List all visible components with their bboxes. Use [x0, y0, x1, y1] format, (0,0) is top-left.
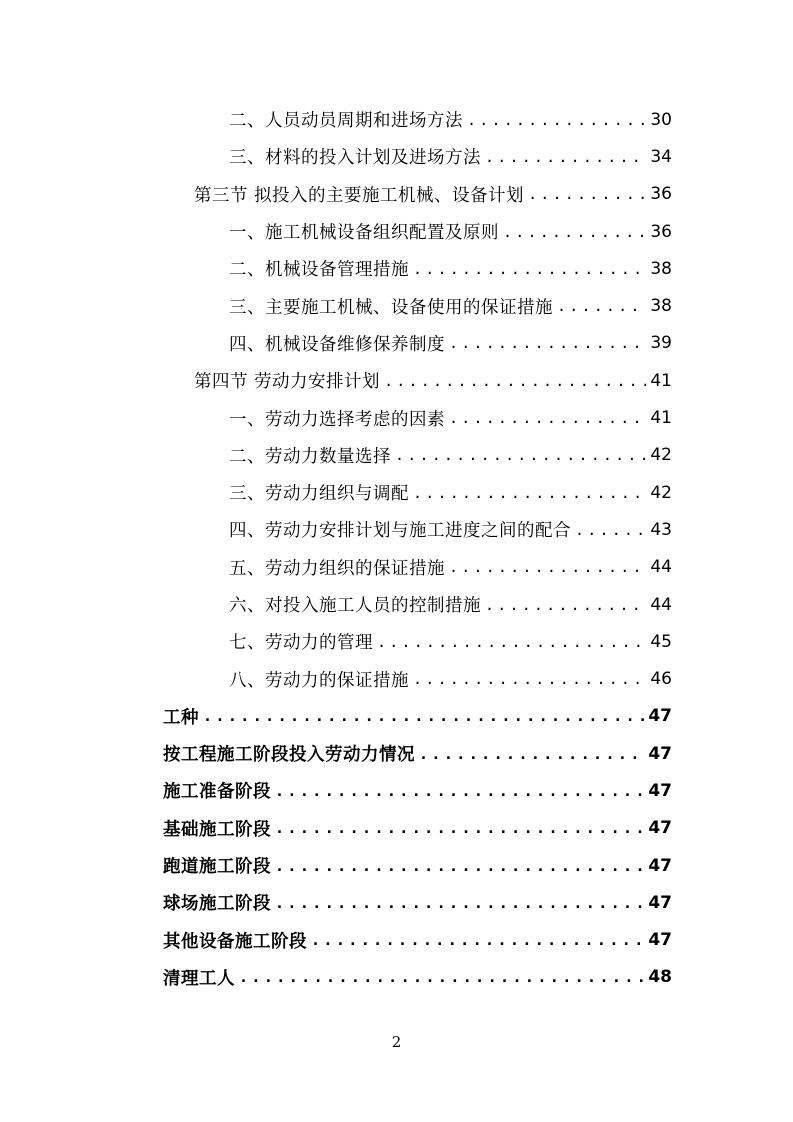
toc-entry[interactable]	[0, 287, 793, 324]
toc-dot-leader	[575, 521, 646, 539]
toc-entry[interactable]	[0, 847, 793, 884]
toc-entry[interactable]	[0, 623, 793, 660]
toc-entry-page: 47	[648, 818, 672, 839]
toc-entry[interactable]	[0, 511, 793, 548]
toc-entry[interactable]	[0, 660, 793, 697]
toc-dot-leader	[311, 931, 644, 949]
toc-entry-page: 47	[648, 892, 672, 913]
toc-entry[interactable]	[0, 884, 793, 921]
toc-entry-page: 47	[648, 855, 672, 876]
toc-dot-leader	[449, 409, 646, 427]
toc-entry[interactable]	[0, 735, 793, 772]
toc-entry-page: 38	[650, 258, 672, 279]
toc-entry[interactable]	[0, 772, 793, 809]
toc-entry-page: 41	[650, 370, 672, 391]
toc-entry[interactable]	[0, 399, 793, 436]
toc-entry-page: 42	[650, 445, 672, 466]
toc-entry-page: 36	[650, 221, 672, 242]
toc-entry[interactable]	[0, 437, 793, 474]
toc-entry[interactable]	[0, 250, 793, 287]
toc-entry-title: 六、对投入施工人员的控制措施	[229, 596, 481, 616]
toc-entry-page: 36	[650, 184, 672, 205]
toc-dot-leader	[275, 782, 644, 800]
toc-entry-page: 47	[648, 780, 672, 801]
toc-entry-page: 41	[650, 408, 672, 429]
toc-entry-page: 39	[650, 333, 672, 354]
toc-dot-leader	[413, 260, 646, 278]
toc-dot-leader	[467, 111, 646, 129]
toc-entry-title: 施工准备阶段	[163, 782, 271, 803]
toc-entry-title: 五、劳动力组织的保证措施	[229, 558, 445, 579]
toc-entry-title: 其他设备施工阶段	[163, 931, 307, 952]
toc-entry-title: 四、机械设备维修保养制度	[229, 334, 445, 355]
toc-entry[interactable]	[0, 176, 793, 213]
toc-entry-title: 一、劳动力选择考虑的因素	[229, 409, 445, 430]
toc-dot-leader	[413, 484, 646, 502]
toc-dot-leader	[384, 372, 646, 390]
toc-dot-leader	[419, 745, 644, 763]
toc-dot-leader	[449, 558, 646, 576]
toc-entry-page: 47	[648, 706, 672, 727]
toc-entry-title: 三、主要施工机械、设备使用的保证措施	[229, 297, 553, 318]
toc-dot-leader	[203, 707, 644, 725]
toc-entry[interactable]	[0, 922, 793, 959]
toc-entry-title: 三、劳动力组织与调配	[229, 484, 409, 505]
toc-entry-title: 工种	[163, 707, 199, 728]
toc-dot-leader	[557, 297, 646, 315]
toc-entry-title: 二、劳动力数量选择	[229, 446, 391, 467]
toc-entry-page: 30	[650, 109, 672, 130]
toc-entry-page: 46	[650, 669, 672, 690]
toc-dot-leader	[449, 334, 646, 352]
toc-entry[interactable]	[0, 474, 793, 511]
toc-dot-leader	[377, 633, 646, 651]
toc-entry-title: 四、劳动力安排计划与施工进度之间的配合	[229, 521, 571, 542]
toc-entry-title: 清理工人	[163, 968, 235, 989]
table-of-contents	[0, 101, 793, 996]
toc-entry-page: 48	[648, 967, 672, 988]
toc-entry-page: 42	[650, 482, 672, 503]
toc-entry-page: 38	[650, 296, 672, 317]
toc-entry-page: 34	[650, 146, 672, 167]
toc-entry-title: 球场施工阶段	[163, 894, 271, 915]
toc-entry[interactable]	[0, 362, 793, 399]
toc-entry[interactable]	[0, 213, 793, 250]
toc-dot-leader	[503, 223, 646, 241]
toc-dot-leader	[239, 968, 644, 986]
toc-dot-leader	[275, 819, 644, 837]
toc-dot-leader	[413, 670, 646, 688]
toc-entry-page: 47	[648, 743, 672, 764]
toc-entry[interactable]	[0, 959, 793, 996]
toc-entry[interactable]	[0, 138, 793, 175]
toc-entry-title: 七、劳动力的管理	[229, 633, 373, 654]
toc-entry[interactable]	[0, 698, 793, 735]
page-number: 2	[391, 1033, 402, 1051]
toc-entry[interactable]	[0, 549, 793, 586]
toc-dot-leader	[395, 446, 646, 464]
toc-entry-page: 44	[650, 557, 672, 578]
toc-entry[interactable]	[0, 586, 793, 623]
toc-entry-title: 按工程施工阶段投入劳动力情况	[163, 745, 415, 766]
toc-entry-page: 44	[650, 594, 672, 615]
toc-dot-leader	[528, 185, 646, 203]
toc-entry-page: 43	[650, 519, 672, 540]
toc-dot-leader	[275, 857, 644, 875]
toc-entry-title: 二、人员动员周期和进场方法	[229, 111, 463, 132]
toc-entry-title: 二、机械设备管理措施	[229, 260, 409, 281]
toc-entry-title: 一、施工机械设备组织配置及原则	[229, 223, 499, 244]
toc-entry[interactable]	[0, 325, 793, 362]
toc-dot-leader	[485, 596, 646, 614]
toc-dot-leader	[275, 894, 644, 912]
toc-dot-leader	[485, 148, 646, 166]
toc-entry-page: 47	[648, 930, 672, 951]
toc-entry[interactable]	[0, 101, 793, 138]
toc-entry-title: 八、劳动力的保证措施	[229, 670, 409, 691]
toc-entry-title: 三、材料的投入计划及进场方法	[229, 148, 481, 169]
toc-entry-page: 45	[650, 631, 672, 652]
toc-entry-title: 基础施工阶段	[163, 819, 271, 840]
toc-entry-title: 跑道施工阶段	[163, 857, 271, 878]
toc-entry-title: 第三节 拟投入的主要施工机械、设备计划	[194, 185, 525, 206]
toc-entry-title: 第四节 劳动力安排计划	[194, 372, 381, 393]
toc-entry[interactable]	[0, 810, 793, 847]
